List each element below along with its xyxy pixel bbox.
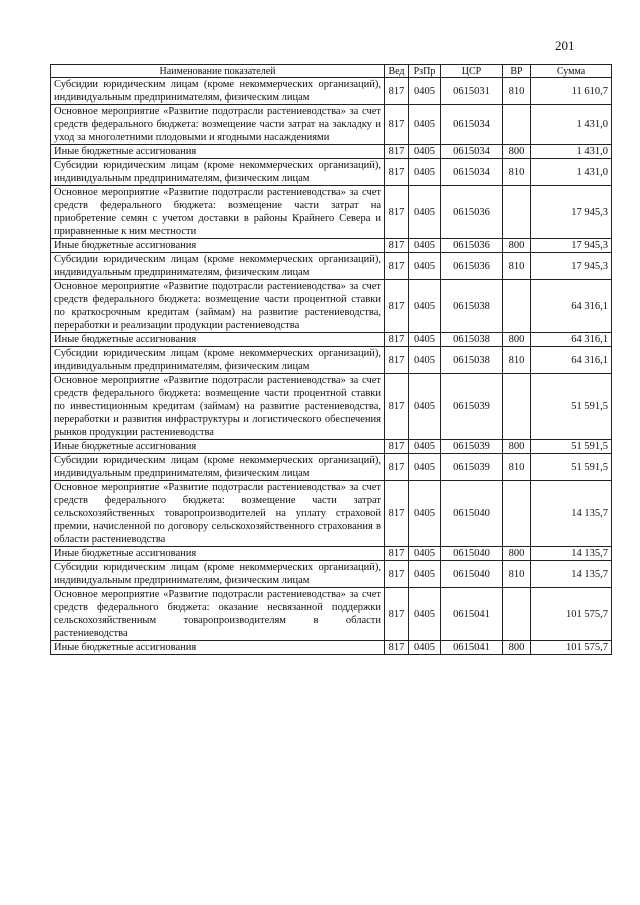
table-row (51, 239, 612, 253)
cell-csr: 0615038 (441, 333, 503, 347)
cell-sum: 14 135,7 (531, 561, 612, 588)
header-sum: Сумма (531, 65, 612, 78)
cell-name: Иные бюджетные ассигнования (51, 440, 385, 454)
cell-ved: 817 (385, 186, 409, 239)
table-row (51, 374, 612, 440)
cell-rzpr: 0405 (409, 105, 441, 145)
header-vr: ВР (503, 65, 531, 78)
cell-ved: 817 (385, 145, 409, 159)
table-row (51, 641, 612, 655)
cell-sum: 101 575,7 (531, 641, 612, 655)
cell-vr: 810 (503, 253, 531, 280)
cell-csr: 0615036 (441, 186, 503, 239)
cell-csr: 0615040 (441, 481, 503, 547)
cell-csr: 0615038 (441, 347, 503, 374)
cell-rzpr: 0405 (409, 159, 441, 186)
table-row (51, 547, 612, 561)
cell-vr (503, 186, 531, 239)
cell-name: Основное мероприятие «Развитие подотрасли растениеводства» за счет средств федерального бюджета: возмещение части затрат сельскохозяйственных товаропроизводителей на уплату страховой премии, начисленной по договору сельскохозяйственного страхования в области растениеводства (51, 481, 385, 547)
cell-sum: 17 945,3 (531, 186, 612, 239)
cell-csr: 0615040 (441, 561, 503, 588)
cell-ved: 817 (385, 239, 409, 253)
table-row (51, 78, 612, 105)
cell-rzpr: 0405 (409, 239, 441, 253)
cell-csr: 0615038 (441, 280, 503, 333)
cell-name: Основное мероприятие «Развитие подотрасли растениеводства» за счет средств федерального бюджета: возмещение части затрат на закладку и уход за многолетними плодовыми и ягодными насаждениями (51, 105, 385, 145)
header-csr: ЦСР (441, 65, 503, 78)
cell-rzpr: 0405 (409, 547, 441, 561)
cell-csr: 0615039 (441, 454, 503, 481)
cell-ved: 817 (385, 588, 409, 641)
cell-vr: 800 (503, 440, 531, 454)
cell-ved: 817 (385, 454, 409, 481)
page-number: 201 (555, 38, 575, 53)
table-row (51, 454, 612, 481)
cell-sum: 11 610,7 (531, 78, 612, 105)
cell-vr (503, 588, 531, 641)
cell-name: Иные бюджетные ассигнования (51, 239, 385, 253)
cell-csr: 0615040 (441, 547, 503, 561)
cell-ved: 817 (385, 481, 409, 547)
cell-vr (503, 280, 531, 333)
cell-sum: 51 591,5 (531, 374, 612, 440)
cell-rzpr: 0405 (409, 347, 441, 374)
cell-rzpr: 0405 (409, 374, 441, 440)
cell-name: Основное мероприятие «Развитие подотрасли растениеводства» за счет средств федерального бюджета: оказание несвязанной поддержки сельскохозяйственным товаропроизводителям в области растениеводства (51, 588, 385, 641)
cell-name: Субсидии юридическим лицам (кроме некоммерческих организаций), индивидуальным предпринимателям, физическим лицам (51, 347, 385, 374)
cell-vr: 800 (503, 333, 531, 347)
cell-vr: 810 (503, 347, 531, 374)
cell-csr: 0615041 (441, 588, 503, 641)
cell-name: Иные бюджетные ассигнования (51, 641, 385, 655)
cell-csr: 0615039 (441, 374, 503, 440)
header-ved: Вед (385, 65, 409, 78)
cell-sum: 64 316,1 (531, 333, 612, 347)
cell-name: Иные бюджетные ассигнования (51, 333, 385, 347)
cell-ved: 817 (385, 347, 409, 374)
budget-table (50, 64, 612, 655)
cell-name: Субсидии юридическим лицам (кроме некоммерческих организаций), индивидуальным предпринимателям, физическим лицам (51, 253, 385, 280)
cell-rzpr: 0405 (409, 333, 441, 347)
cell-ved: 817 (385, 159, 409, 186)
cell-vr: 810 (503, 454, 531, 481)
cell-sum: 51 591,5 (531, 440, 612, 454)
table-header-row (51, 65, 612, 78)
cell-ved: 817 (385, 374, 409, 440)
cell-csr: 0615034 (441, 159, 503, 186)
cell-vr: 810 (503, 159, 531, 186)
cell-vr (503, 374, 531, 440)
cell-vr: 800 (503, 641, 531, 655)
table-body (51, 78, 612, 655)
cell-rzpr: 0405 (409, 78, 441, 105)
table-row (51, 440, 612, 454)
cell-name: Иные бюджетные ассигнования (51, 145, 385, 159)
cell-ved: 817 (385, 440, 409, 454)
cell-rzpr: 0405 (409, 145, 441, 159)
cell-ved: 817 (385, 253, 409, 280)
cell-sum: 51 591,5 (531, 454, 612, 481)
cell-vr (503, 481, 531, 547)
cell-rzpr: 0405 (409, 186, 441, 239)
cell-rzpr: 0405 (409, 561, 441, 588)
cell-sum: 101 575,7 (531, 588, 612, 641)
table-row (51, 588, 612, 641)
table-row (51, 280, 612, 333)
cell-name: Основное мероприятие «Развитие подотрасли растениеводства» за счет средств федерального бюджета: возмещение части процентной ставки по инвестиционным кредитам (займам) на развитие растениеводства, переработки и развития инфраструктуры и логистического обеспечения рынков продукции растениеводства (51, 374, 385, 440)
cell-ved: 817 (385, 561, 409, 588)
cell-name: Субсидии юридическим лицам (кроме некоммерческих организаций), индивидуальным предпринимателям, физическим лицам (51, 561, 385, 588)
cell-ved: 817 (385, 333, 409, 347)
cell-rzpr: 0405 (409, 253, 441, 280)
cell-vr: 800 (503, 145, 531, 159)
table-row (51, 145, 612, 159)
cell-name: Основное мероприятие «Развитие подотрасли растениеводства» за счет средств федерального бюджета: возмещение части процентной ставки по краткосрочным кредитам (займам) на развитие растениеводства, переработки и реализации продукции растениеводства (51, 280, 385, 333)
table-row (51, 347, 612, 374)
cell-ved: 817 (385, 78, 409, 105)
cell-sum: 17 945,3 (531, 239, 612, 253)
header-name: Наименование показателей (51, 65, 385, 78)
cell-rzpr: 0405 (409, 641, 441, 655)
cell-csr: 0615039 (441, 440, 503, 454)
cell-name: Основное мероприятие «Развитие подотрасли растениеводства» за счет средств федерального бюджета: возмещение части затрат на приобретение семян с учетом доставки в районы Крайнего Севера и приравненные к ним местности (51, 186, 385, 239)
cell-rzpr: 0405 (409, 481, 441, 547)
cell-name: Субсидии юридическим лицам (кроме некоммерческих организаций), индивидуальным предпринимателям, физическим лицам (51, 159, 385, 186)
cell-sum: 14 135,7 (531, 547, 612, 561)
table-row (51, 333, 612, 347)
cell-sum: 17 945,3 (531, 253, 612, 280)
table-row (51, 159, 612, 186)
cell-vr: 810 (503, 78, 531, 105)
cell-name: Субсидии юридическим лицам (кроме некоммерческих организаций), индивидуальным предпринимателям, физическим лицам (51, 454, 385, 481)
cell-vr: 800 (503, 547, 531, 561)
cell-sum: 1 431,0 (531, 105, 612, 145)
cell-sum: 1 431,0 (531, 145, 612, 159)
cell-vr (503, 105, 531, 145)
cell-rzpr: 0405 (409, 440, 441, 454)
cell-ved: 817 (385, 641, 409, 655)
cell-ved: 817 (385, 547, 409, 561)
cell-csr: 0615034 (441, 105, 503, 145)
cell-csr: 0615036 (441, 253, 503, 280)
cell-rzpr: 0405 (409, 280, 441, 333)
cell-sum: 64 316,1 (531, 347, 612, 374)
cell-name: Иные бюджетные ассигнования (51, 547, 385, 561)
cell-rzpr: 0405 (409, 588, 441, 641)
table-row (51, 481, 612, 547)
cell-name: Субсидии юридическим лицам (кроме некоммерческих организаций), индивидуальным предпринимателям, физическим лицам (51, 78, 385, 105)
cell-rzpr: 0405 (409, 454, 441, 481)
table-row (51, 105, 612, 145)
table-row (51, 561, 612, 588)
cell-ved: 817 (385, 105, 409, 145)
table-row (51, 253, 612, 280)
cell-csr: 0615036 (441, 239, 503, 253)
cell-vr: 800 (503, 239, 531, 253)
cell-sum: 64 316,1 (531, 280, 612, 333)
cell-csr: 0615031 (441, 78, 503, 105)
header-rzpr: РзПр (409, 65, 441, 78)
table-row (51, 186, 612, 239)
cell-vr: 810 (503, 561, 531, 588)
cell-csr: 0615034 (441, 145, 503, 159)
cell-ved: 817 (385, 280, 409, 333)
cell-sum: 14 135,7 (531, 481, 612, 547)
cell-sum: 1 431,0 (531, 159, 612, 186)
cell-csr: 0615041 (441, 641, 503, 655)
